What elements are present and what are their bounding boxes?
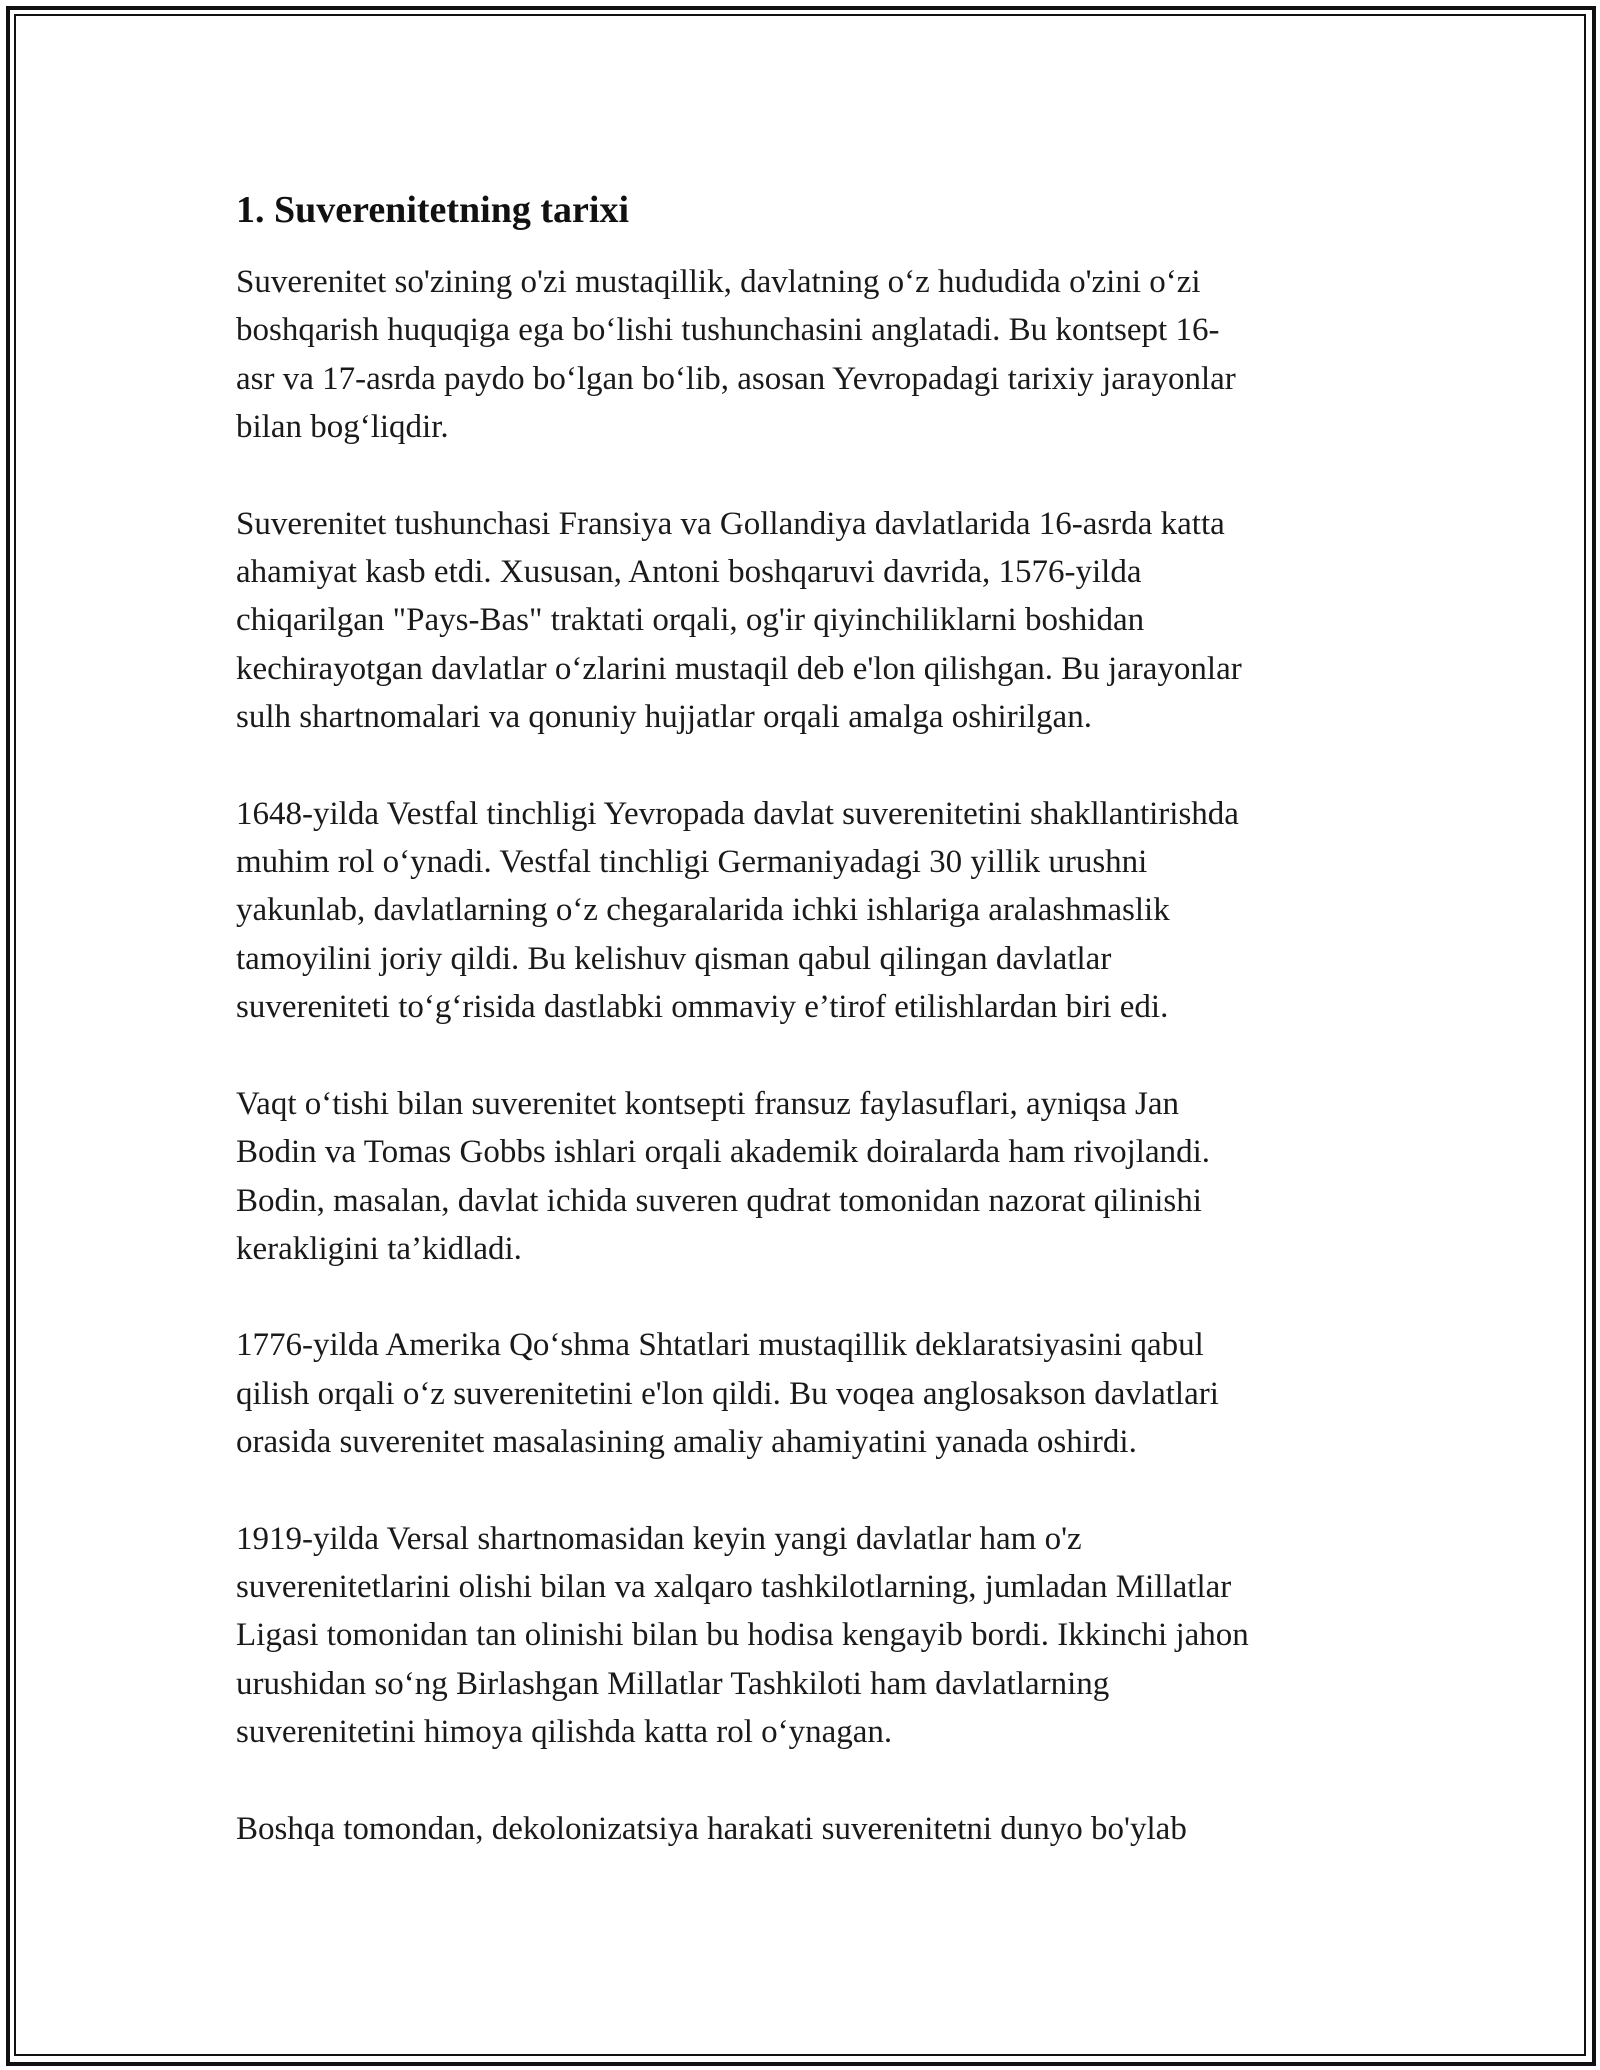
text-line: orasida suverenitet masalasining amaliy ahamiyatini yanada oshirdi. (236, 1424, 1137, 1461)
paragraph (236, 500, 1366, 742)
text-line: 1648-yilda Vestfal tinchligi Yevropada davlat suverenitetini shakllantirishda (236, 795, 1239, 832)
text-line: boshqarish huquqiga ega bo‘lishi tushunchasini anglatadi. Bu kontsept 16- (236, 312, 1220, 349)
text-line: suvereniteti to‘g‘risida dastlabki ommaviy e’tirof etilishlardan biri edi. (236, 989, 1169, 1026)
text-line: asr va 17-asrda paydo bo‘lgan bo‘lib, asosan Yevropadagi tarixiy jarayonlar (236, 360, 1236, 397)
text-line: Bodin, masalan, davlat ichida suveren qudrat tomonidan nazorat qilinishi (236, 1182, 1202, 1219)
text-line: bilan bog‘liqdir. (236, 409, 449, 446)
paragraph (236, 1515, 1366, 1757)
text-line: suverenitetlarini olishi bilan va xalqaro tashkilotlarning, jumladan Millatlar (236, 1568, 1232, 1605)
text-line: yakunlab, davlatlarning o‘z chegaralarida ichki ishlariga aralashmaslik (236, 892, 1170, 929)
text-line: Vaqt o‘tishi bilan suverenitet kontsepti fransuz faylasuflari, ayniqsa Jan (236, 1085, 1179, 1122)
text-line: sulh shartnomalari va qonuniy hujjatlar orqali amalga oshirilgan. (236, 699, 1092, 736)
text-line: urushidan so‘ng Birlashgan Millatlar Tashkiloti ham davlatlarning (236, 1665, 1110, 1702)
paragraph (236, 790, 1366, 1032)
text-line: 1776-yilda Amerika Qo‘shma Shtatlari mustaqillik deklaratsiyasini qabul (236, 1327, 1204, 1364)
paragraph (236, 1321, 1366, 1466)
text-line: Boshqa tomondan, dekolonizatsiya harakati suverenitetni dunyo bo'ylab (236, 1810, 1187, 1847)
text-line: kechirayotgan davlatlar o‘zlarini mustaqil deb e'lon qilishgan. Bu jarayonlar (236, 650, 1242, 687)
text-line: ahamiyat kasb etdi. Xususan, Antoni boshqaruvi davrida, 1576-yilda (236, 554, 1142, 591)
text-line: chiqarilgan "Pays-Bas" traktati orqali, og'ir qiyinchiliklarni boshidan (236, 602, 1145, 639)
text-line: 1919-yilda Versal shartnomasidan keyin yangi davlatlar ham o'z (236, 1520, 1082, 1557)
paragraph (236, 1080, 1366, 1274)
text-line: Ligasi tomonidan tan olinishi bilan bu hodisa kengayib bordi. Ikkinchi jahon (236, 1617, 1249, 1654)
text-line: kerakligini ta’kidladi. (236, 1230, 522, 1267)
text-line: Bodin va Tomas Gobbs ishlari orqali akademik doiralarda ham rivojlandi. (236, 1134, 1211, 1171)
text-line: muhim rol o‘ynadi. Vestfal tinchligi Germaniyadagi 30 yillik urushni (236, 844, 1148, 881)
text-line: tamoyilini joriy qildi. Bu kelishuv qisman qabul qilingan davlatlar (236, 940, 1112, 977)
paragraph (236, 1805, 1366, 1853)
text-line: Suverenitet tushunchasi Fransiya va Gollandiya davlatlarida 16-asrda katta (236, 505, 1225, 542)
text-line: Suverenitet so'zining o'zi mustaqillik, davlatning o‘z hududida o'zini o‘zi (236, 264, 1201, 300)
text-line: suverenitetini himoya qilishda katta rol o‘ynagan. (236, 1714, 893, 1751)
text-line: qilish orqali o‘z suverenitetini e'lon qildi. Bu voqea anglosakson davlatlari (236, 1375, 1219, 1412)
document-body (236, 186, 1366, 1901)
section-heading: 1. Suverenitetning tarixi (236, 189, 630, 231)
paragraph (236, 258, 1366, 452)
